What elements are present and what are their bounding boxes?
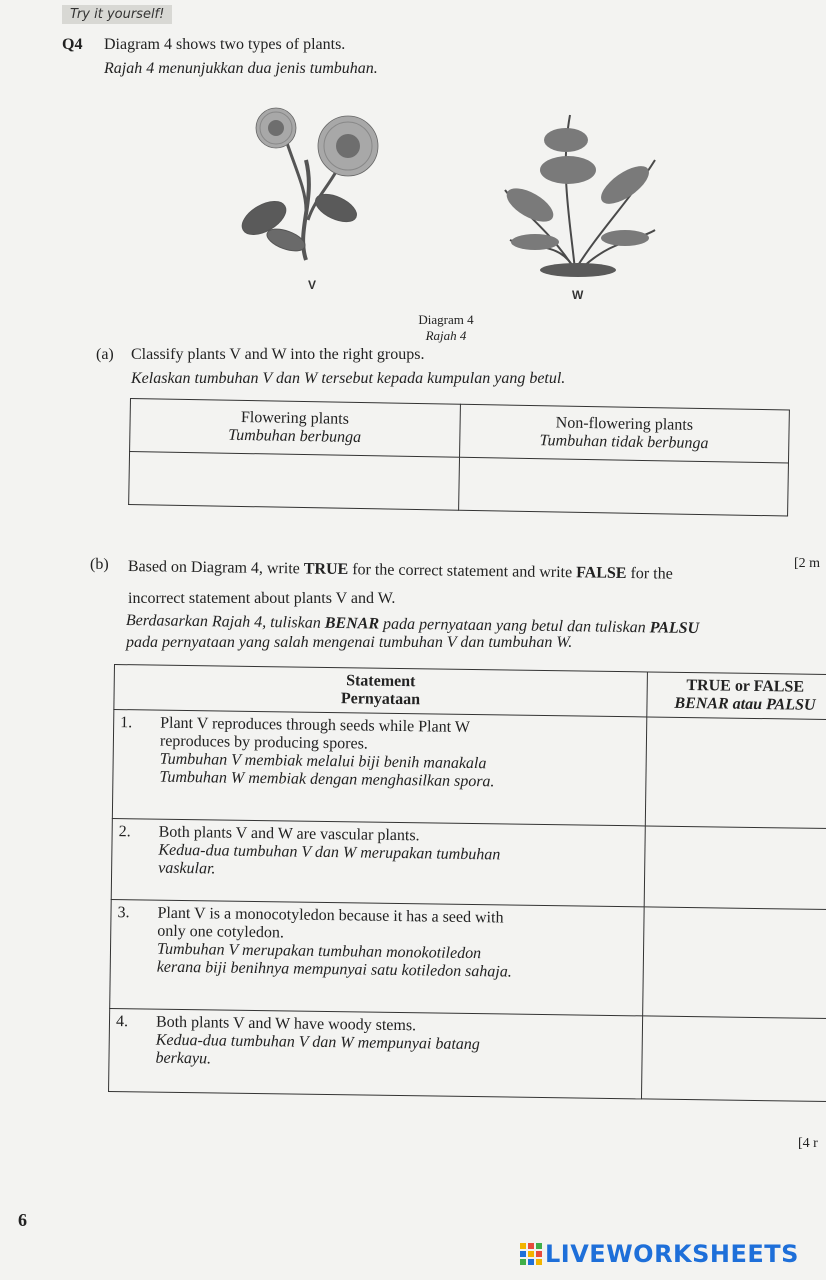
true-false-header	[647, 672, 826, 720]
statement-number: 3.	[117, 904, 130, 922]
page-number: 6	[18, 1210, 27, 1230]
flowering-header-en: Flowering plants	[240, 408, 350, 428]
false-word: FALSE	[576, 564, 627, 582]
palsu-word: PALSU	[649, 619, 700, 638]
true-false-header-en: TRUE or FALSE	[686, 676, 805, 696]
statement-row-1	[112, 710, 826, 829]
statement-ms-line-1: Kedua-dua tumbuhan V dan W merupakan tumbuhan	[158, 841, 501, 864]
sunflower-plant-image	[236, 100, 396, 265]
answer-cell-1[interactable]	[645, 717, 826, 829]
flowering-answer-cell[interactable]	[129, 452, 459, 511]
plant-w-label: W	[572, 288, 584, 302]
diagram-caption-en: Diagram 4	[418, 312, 474, 327]
statement-en-line-1: Plant V is a monocotyledon because it has a seed with	[157, 904, 504, 927]
statement-header	[114, 665, 648, 717]
part-b-ms-1: Berdasarkan Rajah 4, tuliskan	[125, 612, 325, 632]
part-b-en-1: Based on Diagram 4, write	[127, 558, 304, 578]
question-number: Q4	[62, 36, 83, 53]
statement-ms-line-2: vaskular.	[158, 859, 216, 878]
answer-cell-3[interactable]	[643, 907, 826, 1019]
benar-word: BENAR	[324, 614, 380, 633]
statement-row-4	[109, 1008, 826, 1101]
answer-cell-2[interactable]	[644, 826, 826, 910]
part-b-label: (b)	[90, 556, 109, 573]
statement-ms-line-2: Tumbuhan W membiak dengan menghasilkan spora.	[159, 768, 495, 791]
statement-ms-line-2: kerana biji benihnya mempunyai satu kotiledon sahaja.	[156, 958, 512, 981]
brand-text: LIVEWORKSHEETS	[545, 1240, 799, 1268]
statement-number: 4.	[115, 1013, 129, 1031]
non-flowering-header	[459, 404, 789, 463]
part-b-text-en-2: incorrect statement about plants V and W.	[128, 590, 396, 607]
true-word: TRUE	[303, 560, 349, 579]
liveworksheets-logo	[520, 1240, 799, 1268]
statement-en-line-2: reproduces by producing spores.	[159, 732, 368, 753]
part-b-en-2: for the correct statement and write	[348, 561, 577, 582]
diagram-caption-ms: Rajah 4	[425, 328, 467, 343]
statement-cell-2	[111, 818, 645, 906]
statement-row-3	[110, 899, 826, 1018]
liveworksheets-grid-icon	[520, 1243, 542, 1265]
classification-table	[128, 398, 790, 517]
non-flowering-header-en: Non-flowering plants	[555, 414, 694, 434]
flowering-header-ms: Tumbuhan berbunga	[228, 426, 362, 447]
statement-header-en: Statement	[346, 672, 416, 691]
statement-en-line-1: Both plants V and W are vascular plants.	[158, 823, 420, 845]
statement-en-line-1: Plant V reproduces through seeds while Plant W	[160, 714, 471, 736]
true-false-header-ms: BENAR atau PALSU	[674, 694, 816, 714]
non-flowering-answer-cell[interactable]	[458, 457, 788, 516]
statement-ms-line-1: Tumbuhan V membiak melalui biji benih manakala	[159, 750, 487, 773]
statement-text	[158, 824, 629, 885]
plant-v-label: V	[308, 278, 317, 292]
statements-table	[108, 664, 826, 1102]
non-flowering-header-ms: Tumbuhan tidak berbunga	[539, 432, 709, 453]
answer-cell-4[interactable]	[641, 1016, 826, 1102]
part-b-en-3: for the	[626, 564, 673, 583]
statement-en-line-2: only one cotyledon.	[157, 922, 285, 942]
flowering-header	[130, 399, 460, 458]
part-a-label: (a)	[96, 346, 114, 363]
statement-cell-1	[112, 710, 646, 826]
statement-cell-4	[109, 1008, 643, 1098]
part-b-ms-2: pada pernyataan yang betul dan tuliskan	[378, 615, 650, 637]
statement-ms-line-1: Kedua-dua tumbuhan V dan W mempunyai batang	[155, 1031, 480, 1054]
statement-cell-3	[110, 899, 644, 1015]
part-b-text-en	[128, 558, 826, 586]
statement-number: 1.	[120, 714, 133, 732]
part-a-marks: [2 m	[794, 556, 821, 571]
fern-plant-image	[500, 110, 660, 280]
part-b-marks: [4 r	[798, 1136, 818, 1151]
statement-text	[159, 715, 630, 794]
statement-en-line-1: Both plants V and W have woody stems.	[155, 1013, 417, 1035]
statement-row-2	[111, 818, 826, 909]
statement-ms-line-1: Tumbuhan V merupakan tumbuhan monokotiledon	[156, 940, 482, 963]
statement-header-ms: Pernyataan	[340, 690, 421, 709]
part-b-text-ms-2: pada pernyataan yang salah mengenai tumbuhan V dan tumbuhan W.	[126, 634, 573, 651]
statement-ms-line-2: berkayu.	[155, 1049, 212, 1068]
question-text-en: Diagram 4 shows two types of plants.	[104, 36, 346, 53]
statement-text	[157, 905, 628, 984]
part-a-text-en: Classify plants V and W into the right groups.	[131, 346, 425, 363]
section-tag: Try it yourself!	[62, 5, 172, 24]
statement-text	[155, 1014, 626, 1075]
question-text-ms: Rajah 4 menunjukkan dua jenis tumbuhan.	[104, 60, 378, 77]
part-a-text-ms: Kelaskan tumbuhan V dan W tersebut kepada kumpulan yang betul.	[131, 370, 566, 387]
statement-number: 2.	[118, 823, 131, 841]
